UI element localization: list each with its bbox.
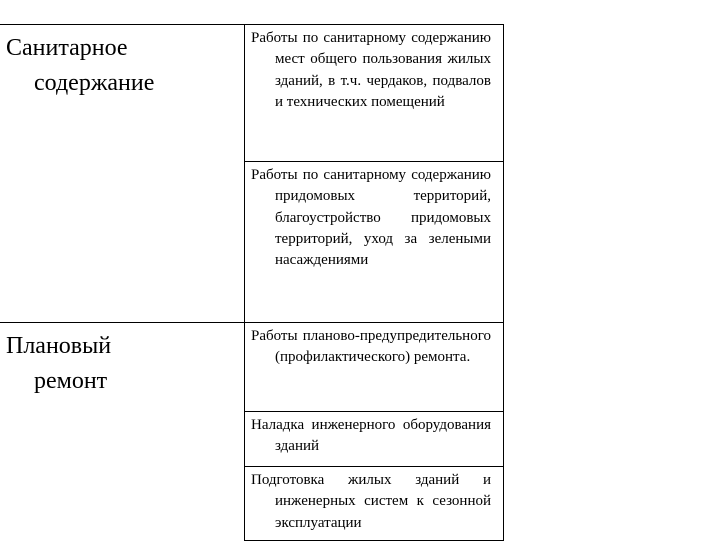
category-title-line: Плановый	[6, 333, 112, 359]
category-title-line: ремонт	[34, 368, 108, 394]
work-item-cell	[245, 162, 504, 323]
work-item-cell	[245, 412, 504, 467]
work-item-text: Подготовка жилых зданий и инженерных систем к сезонной эксплуатации	[251, 472, 491, 531]
works-table	[0, 24, 504, 541]
work-item-text: Работы планово-предупредительного (профилактического) ремонта.	[251, 328, 491, 366]
category-cell-sanitary	[0, 25, 245, 323]
table-row	[0, 25, 504, 162]
work-item-text: Работы по санитарному содержанию придомовых территорий, благоустройство придомовых территорий, уход за зелеными насаждениями	[251, 167, 491, 269]
table-row	[0, 323, 504, 412]
category-cell-planned-repair	[0, 323, 245, 541]
work-item-cell	[245, 323, 504, 412]
category-title-line: содержание	[34, 70, 155, 96]
work-item-cell	[245, 467, 504, 541]
work-item-text: Наладка инженерного оборудования зданий	[251, 417, 491, 455]
work-item-text: Работы по санитарному содержанию мест общего пользования жилых зданий, в т.ч. чердаков, подвалов и технических помещений	[251, 30, 491, 110]
category-title-line: Санитарное	[6, 35, 128, 61]
work-item-cell	[245, 25, 504, 162]
